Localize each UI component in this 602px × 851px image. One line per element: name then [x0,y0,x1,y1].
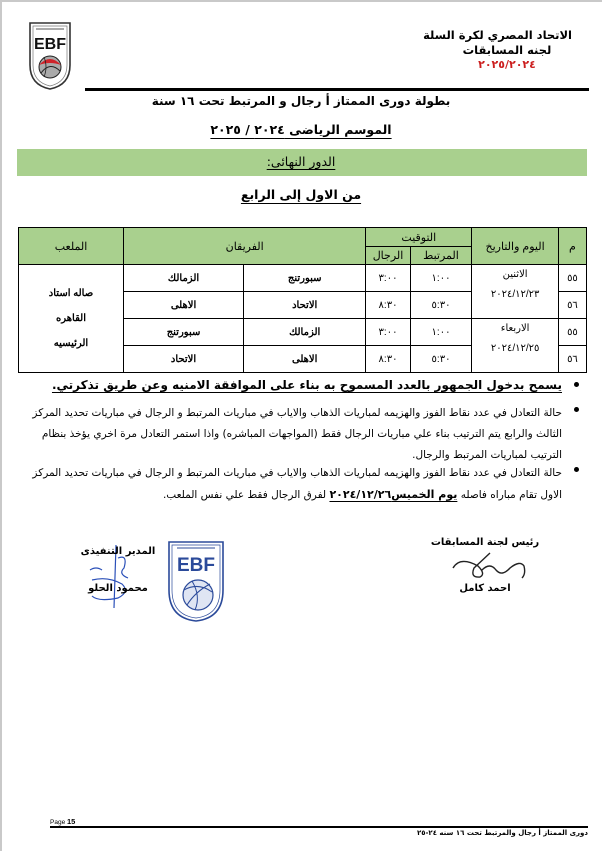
page-number-value: 15 [67,817,76,826]
match-number: ٥٦ [558,292,586,319]
match-day-cell [472,265,559,319]
tiebreak-date: يوم الخميس٢٠٢٤/١٢/٢٦ [329,488,458,501]
time-u16: ٥:٣٠ [410,346,472,373]
header-num: م [558,228,586,265]
header-date: اليوم والتاريخ [472,228,559,265]
page-number [50,817,75,826]
season-title-text: الموسم الرياضى ٢٠٢٤ / ٢٠٢٥ [210,122,392,137]
time-u16: ١:٠٠ [410,265,472,292]
note-text-part: حالة التعادل في عدد نقاط الفوز والهزيمه لمباريات الذهاب والاياب في مباريات المرتبط و الرجال في مباريات تحديد المركز الاول تقام مباراه فاصله [32,467,562,501]
match-date: ٢٠٢٤/١٢/٢٥ [490,343,540,354]
championship-title: بطولة دورى الممتاز أ رجال و المرتبط تحت ١٦ سنة [151,94,451,108]
schedule-table [18,227,587,373]
time-u16: ١:٠٠ [410,319,472,346]
note-item [25,378,580,392]
team-b: سبورتنج [124,319,244,346]
footer-running-title: دورى الممتاز أ رجال والمرتبط تحت ١٦ سنه ٢٤-٢٥ [416,829,588,837]
signature-icon [450,550,530,580]
team-b: الاهلى [124,292,244,319]
venue-line: القاهره [56,313,86,324]
header-timing: التوقيت [366,228,472,247]
page-edge [0,0,602,2]
team-a: الزمالك [244,319,366,346]
page-label: Page [50,819,66,826]
time-men: ٨:٣٠ [366,346,410,373]
time-u16: ٥:٣٠ [410,292,472,319]
venue-line: الرئيسيه [53,338,89,349]
bullet-icon [572,403,580,411]
team-a: الاهلى [244,346,366,373]
match-day: الاربعاء [500,323,530,334]
season-years: ٢٠٢٥/٢٠٢٤ [478,58,536,71]
ebf-logo-icon [26,19,74,91]
team-a: الاتحاد [244,292,366,319]
table-header-row [19,228,587,247]
header-timing-u16: المرتبط [410,247,472,265]
time-men: ٣:٠٠ [366,319,410,346]
signatory-name: محمود الحلو [88,583,148,594]
header-timing-men: الرجال [366,247,410,265]
stage-title-text: الدور النهائى: [266,154,336,169]
match-number: ٥٥ [558,319,586,346]
note-text [25,463,562,506]
match-number: ٥٥ [558,265,586,292]
note-item [25,403,580,466]
season-title [0,122,602,137]
svg-text:EBF: EBF [34,36,66,53]
committee-name: لجنه المسابقات [462,43,552,57]
venue-cell [19,265,124,373]
time-men: ٣:٠٠ [366,265,410,292]
time-men: ٨:٣٠ [366,292,410,319]
round-title-text: من الاول إلى الرابع [240,187,362,202]
ebf-stamp-icon [165,538,227,623]
signatory-title: المدير التنفيذى [80,546,156,557]
venue-line: صاله استاد [48,288,94,299]
signatory-title: رئيس لجنة المسابقات [430,537,540,548]
header-venue: الملعب [19,228,124,265]
note-text: حالة التعادل في عدد نقاط الفوز والهزيمه لمباريات الذهاب والاياب في مباريات المرتبط و الرجال في مباريات تحديد المركز الثالث والرابع يتم الترتيب بناء علي مباريات الرجال فقط (المواجهات المباشره) واذا استمر التعادل مرة اخري يؤخذ بنظام الترتيب لمباريات المرتبط والرجال. [32,407,562,461]
header-divider [85,88,589,91]
note-text-part: لفرق الرجال فقط علي نفس الملعب. [162,489,330,501]
svg-text:EBF: EBF [177,555,215,576]
stage-title [0,154,602,169]
note-item [25,463,580,506]
header-teams: الفريقان [124,228,366,265]
bullet-icon [572,378,580,386]
bullet-icon [572,463,580,471]
signatory-name: احمد كامل [459,583,511,594]
team-b: الاتحاد [124,346,244,373]
footer-divider [50,826,588,828]
org-name: الاتحاد المصري لكرة السلة [423,28,572,42]
team-b: الزمالك [124,265,244,292]
org-header [392,28,572,72]
match-number: ٥٦ [558,346,586,373]
match-day-cell [472,319,559,373]
match-day: الاثنين [502,269,528,280]
table-row [19,265,587,292]
note-text: يسمح بدخول الجمهور بالعدد المسموح به بناء على الموافقة الامنيه وعن طريق تذكرتي. [51,378,562,392]
round-title [0,187,602,202]
match-date: ٢٠٢٤/١٢/٢٣ [490,289,540,300]
team-a: سبورتنج [244,265,366,292]
